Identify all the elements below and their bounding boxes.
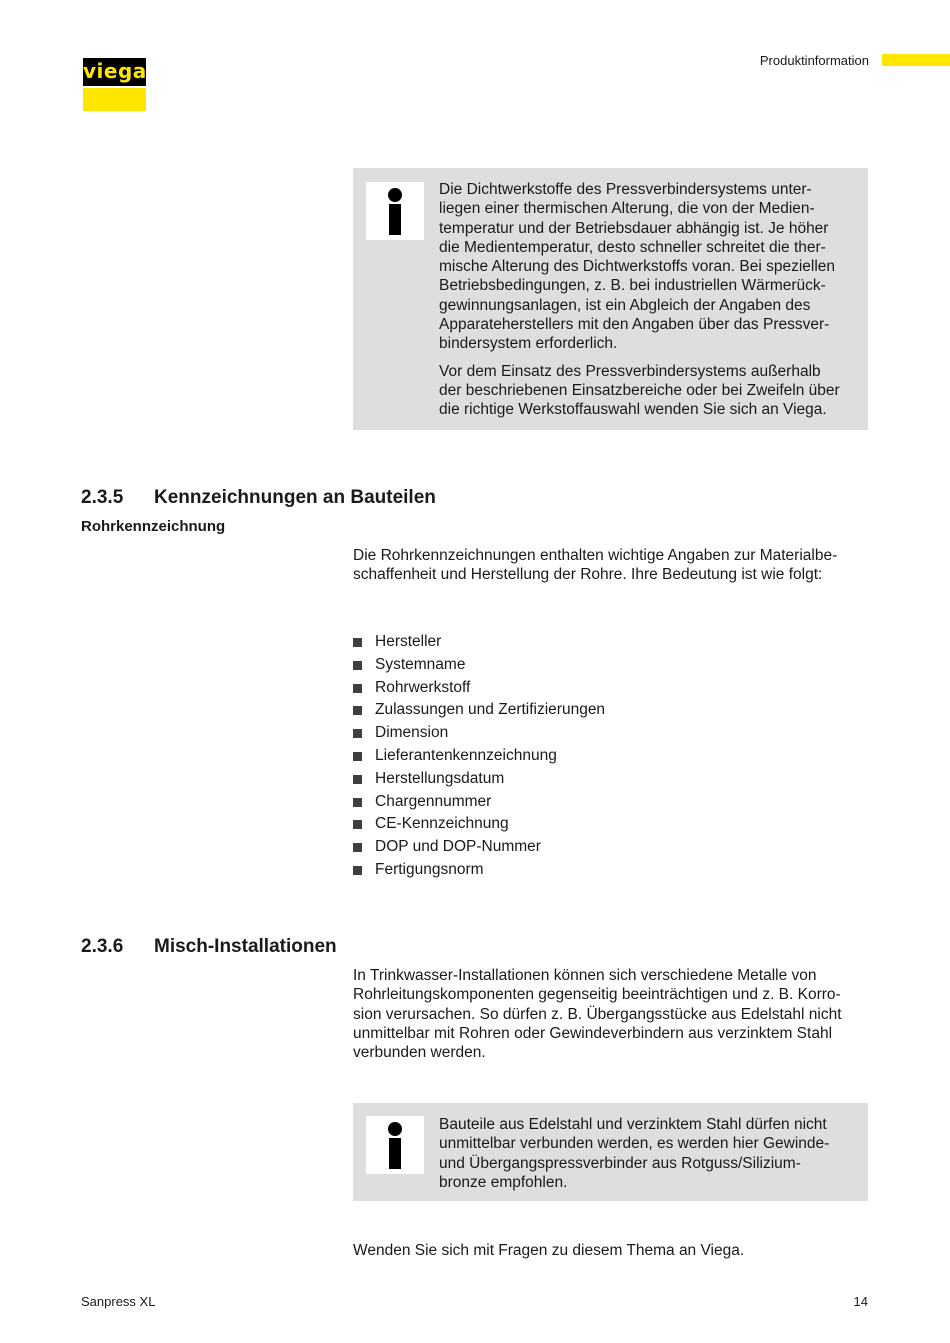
bullet-square-icon — [353, 775, 362, 784]
info-paragraph: Bauteile aus Edelstahl und verzinktem Stahl dürfen nicht unmittelbar verbunden werden, es werden hier Gewinde- und Übergangspressverbinder aus Rotguss/Silizium- bronze empfohlen. — [439, 1116, 830, 1191]
footer-product-name: Sanpress XL — [81, 1294, 156, 1309]
viega-logo — [83, 58, 146, 111]
pipe-marking-intro: Die Rohrkennzeichnungen enthalten wichtige Angaben zur Materialbe- schaffenheit und Herstellung der Rohre. Ihre Bedeutung ist wie folgt: — [353, 547, 838, 584]
list-item: Fertigungsnorm — [353, 859, 605, 882]
info-paragraph: Die Dichtwerkstoffe des Pressverbindersystems unter- liegen einer thermischen Alterung, die von der Medien- temperatur und der Betriebsdauer abhängig ist. Je höher die Medientemperatur, desto schneller schreitet die ther- mische Alterung des Dichtwerkstoffs voran. Bei speziellen Betriebsbedingungen, z. B. bei industriellen Wärmerück- gewinnungsanlagen, ist ein Abgleich der Angaben des Apparateherstellers mit den Angaben über das Pressver- bindersystem erforderlich. — [439, 181, 836, 353]
closing-text: Wenden Sie sich mit Fragen zu diesem Thema an Viega. — [353, 1242, 745, 1259]
logo-yellow-band — [83, 88, 146, 111]
bullet-square-icon — [353, 752, 362, 761]
logo-black-band — [83, 58, 146, 86]
bullet-square-icon — [353, 706, 362, 715]
bullet-square-icon — [353, 866, 362, 875]
document-type: Produktinformation — [759, 53, 869, 68]
bullet-square-icon — [353, 798, 362, 807]
bullet-square-icon — [353, 661, 362, 670]
section-number: 2.3.5 — [81, 487, 124, 508]
bullet-square-icon — [353, 820, 362, 829]
info-text — [439, 180, 856, 428]
info-box-sealing-materials — [353, 168, 868, 430]
list-item: Systemname — [353, 654, 605, 677]
list-item: Chargennummer — [353, 791, 605, 814]
list-item: CE-Kennzeichnung — [353, 813, 605, 836]
info-paragraph: Vor dem Einsatz des Pressverbindersystems außerhalb der beschriebenen Einsatzbereiche oder bei Zweifeln über die richtige Werkstoffauswahl wenden Sie sich an Viega. — [439, 362, 840, 419]
list-item: Dimension — [353, 722, 605, 745]
list-item: Rohrwerkstoff — [353, 677, 605, 700]
bullet-square-icon — [353, 684, 362, 693]
list-item: Herstellungsdatum — [353, 768, 605, 791]
section-number: 2.3.6 — [81, 936, 124, 957]
pipe-marking-list — [353, 631, 605, 882]
section-heading-2-3-6 — [81, 936, 337, 958]
bullet-square-icon — [353, 638, 362, 647]
logo-text: viega — [83, 59, 147, 83]
header-accent-bar — [882, 54, 950, 66]
list-item: Hersteller — [353, 631, 605, 654]
info-icon — [366, 1116, 424, 1174]
list-item: Lieferantenkennzeichnung — [353, 745, 605, 768]
section-title: Misch-Installationen — [154, 936, 337, 957]
info-box-stainless-steel — [353, 1103, 868, 1201]
list-item: Zulassungen und Zertifizierungen — [353, 699, 605, 722]
list-item: DOP und DOP-Nummer — [353, 836, 605, 859]
info-icon — [366, 182, 424, 240]
footer-page-number: 14 — [853, 1294, 868, 1309]
section-title: Kennzeichnungen an Bauteilen — [154, 487, 436, 508]
bullet-square-icon — [353, 843, 362, 852]
mixed-installation-text: In Trinkwasser-Installationen können sich verschiedene Metalle von Rohrleitungskomponenten gegenseitig beeinträchtigen und z. B. Korro- sion verursachen. So dürfen z. B. Übergangsstücke aus Edelstahl nicht unmittelbar mit Rohren oder Gewindeverbindern aus verzinktem Stahl verbunden werden. — [353, 967, 842, 1062]
section-heading-2-3-5 — [81, 487, 436, 509]
info-text — [439, 1115, 856, 1200]
subheading-rohrkennzeichnung: Rohrkennzeichnung — [81, 518, 226, 535]
bullet-square-icon — [353, 729, 362, 738]
